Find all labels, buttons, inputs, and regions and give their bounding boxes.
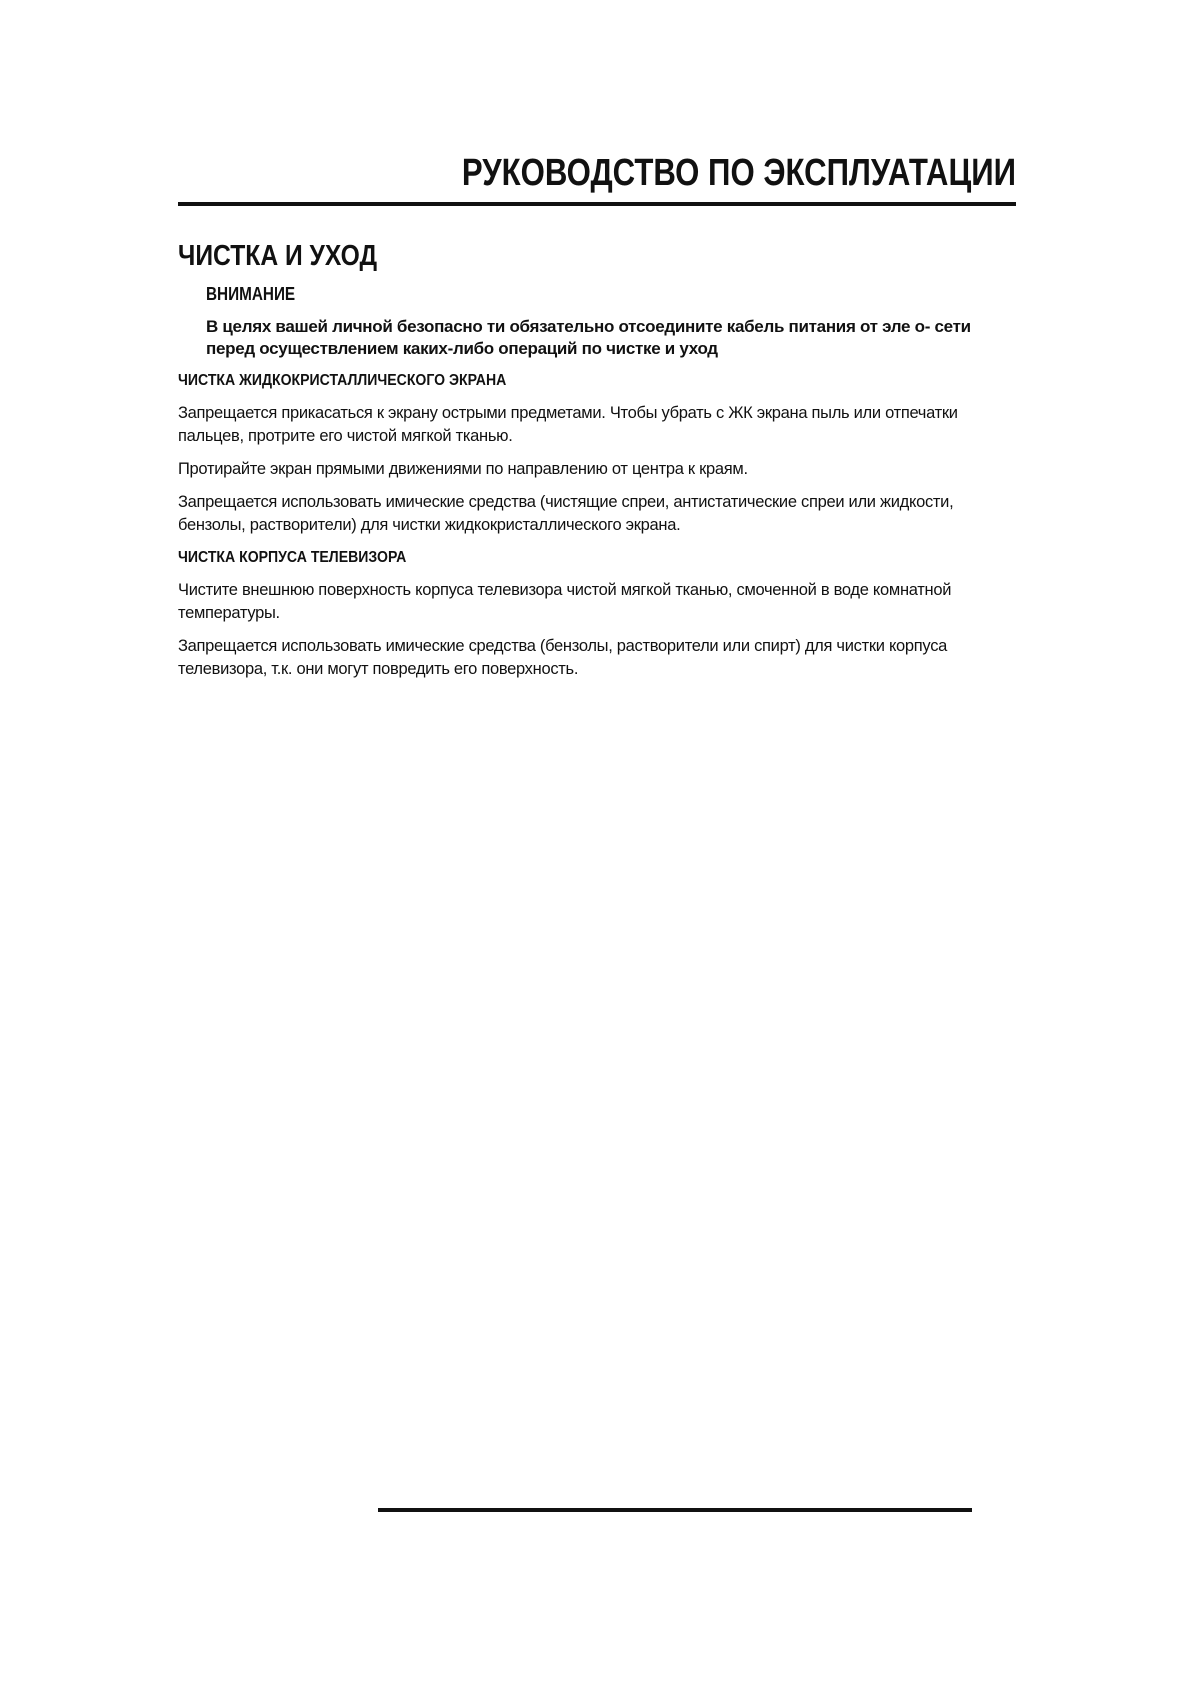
warning-title: ВНИМАНИЕ <box>206 284 296 304</box>
page-header <box>178 150 1016 206</box>
page-title: РУКОВОДСТВО ПО ЭКСПЛУАТАЦИИ <box>461 152 1016 194</box>
warning-text: В целях вашей личной безопасно ти обязательно отсоедините кабель питания от эле о- сети перед осуществлением каких-либо операций по чистке и уход <box>206 317 971 358</box>
paragraph: Запрещается прикасаться к экрану острыми предметами. Чтобы убрать с ЖК экрана пыль или отпечатки пальцев, протрите его чистой мягкой тканью. <box>178 404 958 445</box>
paragraph: Запрещается использовать имические средства (бензолы, растворители или спирт) для чистки корпуса телевизора, т.к. они могут повредить его поверхность. <box>178 637 948 678</box>
footer-divider <box>378 1508 972 1512</box>
paragraph: Чистите внешнюю поверхность корпуса телевизора чистой мягкой тканью, смоченной в воде комнатной температуры. <box>178 581 952 622</box>
section-title: ЧИСТКА И УХОД <box>178 240 378 272</box>
paragraph: Протирайте экран прямыми движениями по направлению от центра к краям. <box>178 460 748 478</box>
paragraph: Запрещается использовать имические средства (чистящие спреи, антистатические спреи или жидкости, бензолы, растворители) для чистки жидкокристаллического экрана. <box>178 493 954 534</box>
warning-block <box>178 282 1016 360</box>
subsection-screen-cleaning <box>178 370 1016 537</box>
document-content <box>178 238 1016 691</box>
subsection-title: ЧИСТКА КОРПУСА ТЕЛЕВИЗОРА <box>178 549 407 566</box>
subsection-case-cleaning <box>178 547 1016 681</box>
subsection-title: ЧИСТКА ЖИДКОКРИСТАЛЛИЧЕСКОГО ЭКРАНА <box>178 372 507 389</box>
